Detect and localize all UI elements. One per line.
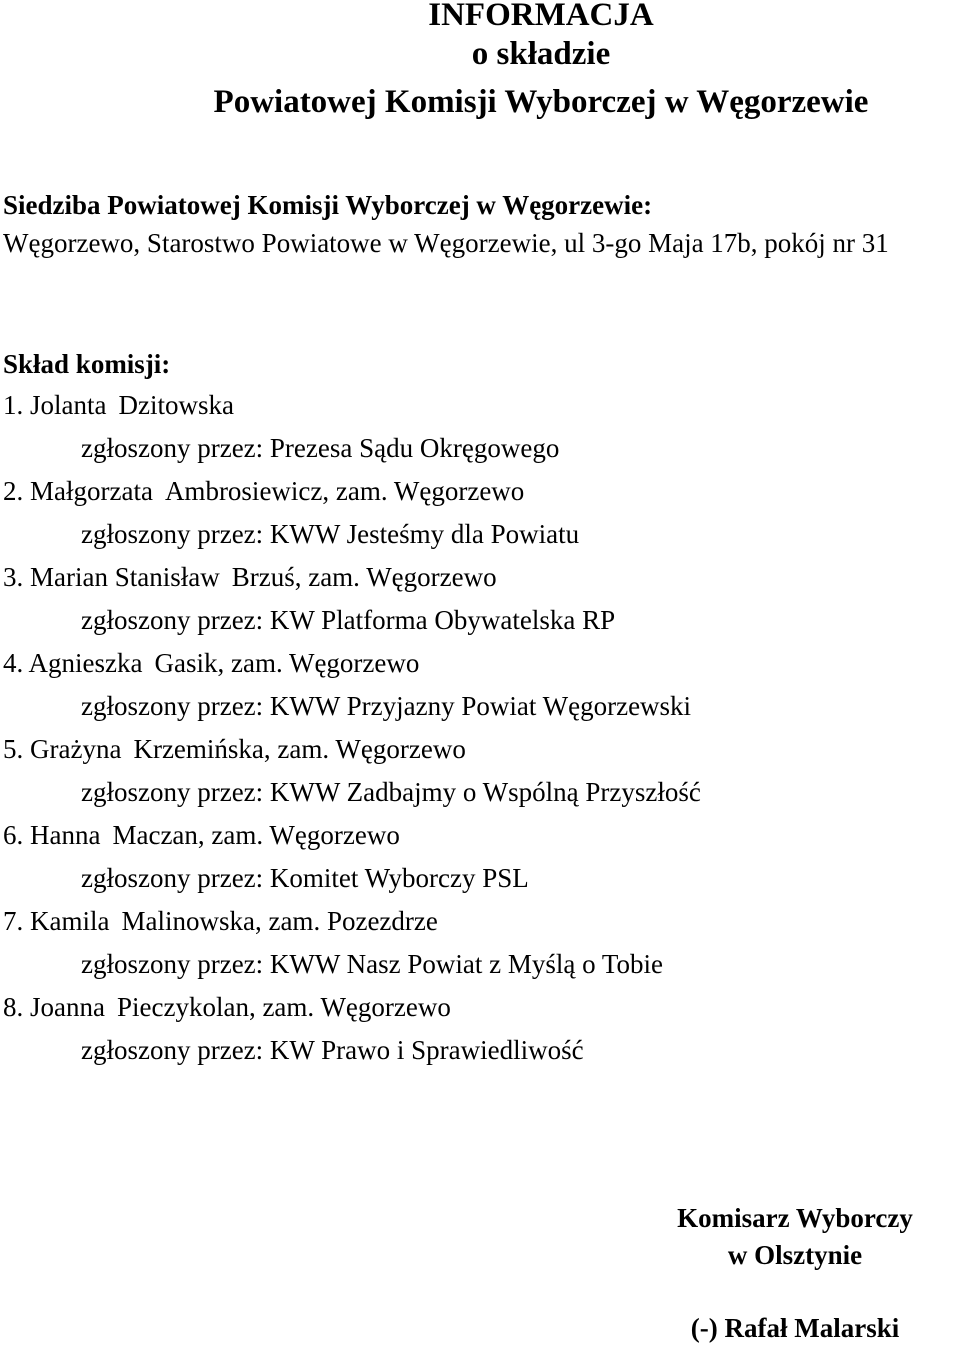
member-residence: Pozezdrze [326,906,438,936]
member-number: 3. [3,562,24,592]
member-last-name: Krzemińska, zam. [133,734,330,764]
member-number: 1. [3,390,24,420]
signature-name: (-) Rafał Malarski [690,1313,900,1343]
document-header [0,0,960,126]
member-first-name: Joanna [30,992,105,1022]
member-list [3,384,701,1072]
member-last-name: Maczan, zam. [112,820,264,850]
member-last-name: Pieczykolan, zam. [116,992,315,1022]
member-nominated-by: zgłoszony przez: Komitet Wyborczy PSL [81,863,529,893]
member-nominated-by: zgłoszony przez: KWW Zadbajmy o Wspólną Przyszłość [81,777,701,807]
member-number: 5. [3,734,24,764]
member-residence: Węgorzewo [393,476,525,506]
member-nominated-by: zgłoszony przez: Prezesa Sądu Okręgowego [81,433,560,463]
member-nominated-by: zgłoszony przez: KWW Nasz Powiat z Myślą o Tobie [81,949,663,979]
list-item [3,384,701,470]
member-residence: Węgorzewo [335,734,466,764]
member-last-name: Ambrosiewicz, zam. [164,476,388,506]
member-residence: Węgorzewo [269,820,400,850]
member-first-name: Agnieszka [28,648,143,678]
member-number: 8. [3,992,24,1022]
document-subtitle-1: o składzie [471,36,611,72]
signature-block [650,1200,940,1274]
member-first-name: Kamila [30,906,110,936]
member-line [3,900,701,943]
member-first-name: Marian Stanisław [30,562,220,592]
commission-composition [3,344,701,1072]
signature-role-line-1: Komisarz Wyborczy [677,1203,913,1233]
member-line [3,384,701,427]
list-item [3,814,701,900]
member-number: 6. [3,820,24,850]
composition-heading: Skład komisji: [3,349,171,379]
commission-seat [3,186,889,262]
list-item [3,470,701,556]
member-line [3,470,701,513]
member-residence: Węgorzewo [366,562,497,592]
list-item [3,728,701,814]
member-first-name: Grażyna [30,734,122,764]
member-number: 7. [3,906,24,936]
member-nominated-by: zgłoszony przez: KWW Przyjazny Powiat Węgorzewski [81,691,692,721]
member-line [3,642,701,685]
member-line [3,814,701,857]
member-line [3,986,701,1029]
list-item [3,986,701,1072]
member-last-name: Brzuś, zam. [231,562,360,592]
member-nominated-by: zgłoszony przez: KW Prawo i Sprawiedliwość [81,1035,584,1065]
member-number: 4. [3,648,24,678]
member-last-name: Gasik, zam. [154,648,283,678]
list-item [3,556,701,642]
document-title: INFORMACJA [428,0,654,33]
member-number: 2. [3,476,24,506]
member-line [3,556,701,599]
member-nominated-by: zgłoszony przez: KW Platforma Obywatelska RP [81,605,616,635]
member-residence: Węgorzewo [288,648,420,678]
member-line [3,728,701,771]
list-item [3,900,701,986]
member-residence: Węgorzewo [320,992,451,1022]
member-first-name: Jolanta [30,390,107,420]
list-item [3,642,701,728]
member-nominated-by: zgłoszony przez: KWW Jesteśmy dla Powiatu [81,519,580,549]
document-subtitle-2: Powiatowej Komisji Wyborczej w Węgorzewie [213,84,869,120]
member-last-name: Malinowska, zam. [121,906,321,936]
seat-heading: Siedziba Powiatowej Komisji Wyborczej w Węgorzewie: [3,190,653,220]
signature-role-line-2: w Olsztynie [727,1240,863,1270]
seat-address: Węgorzewo, Starostwo Powiatowe w Węgorzewie, ul 3-go Maja 17b, pokój nr 31 [3,228,889,258]
member-last-name: Dzitowska [118,390,234,420]
member-first-name: Małgorzata [30,476,153,506]
member-first-name: Hanna [30,820,101,850]
